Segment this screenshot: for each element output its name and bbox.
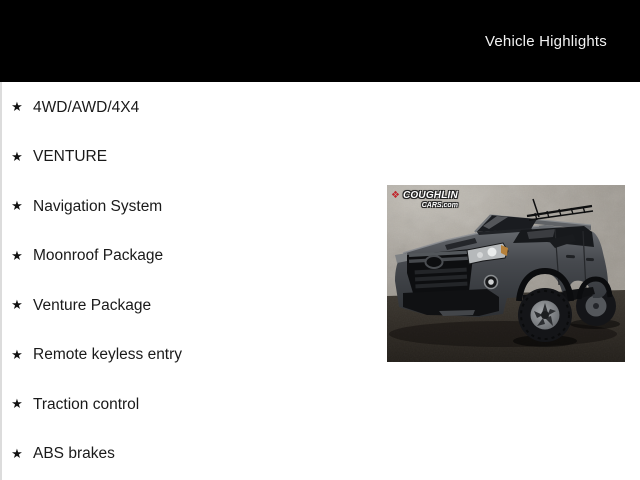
feature-item xyxy=(10,83,640,133)
feature-label: ABS brakes xyxy=(33,445,115,463)
feature-item xyxy=(10,380,640,430)
star-icon: ★ xyxy=(11,198,23,214)
coughlin-logo-icon: ❖ xyxy=(391,190,400,201)
coughlin-logo-line1: COUGHLIN xyxy=(403,190,458,201)
feature-label: Venture Package xyxy=(33,296,152,314)
feature-label: Traction control xyxy=(33,395,140,413)
vehicle-photo-illustration xyxy=(387,185,625,362)
star-icon: ★ xyxy=(11,396,23,412)
star-icon: ★ xyxy=(11,247,23,263)
star-icon: ★ xyxy=(11,148,23,164)
feature-label: Navigation System xyxy=(33,197,163,215)
star-icon: ★ xyxy=(11,445,23,461)
page-title: Vehicle Highlights xyxy=(484,32,607,50)
star-icon: ★ xyxy=(11,297,23,313)
star-icon: ★ xyxy=(11,346,23,362)
feature-label: Moonroof Package xyxy=(33,247,164,265)
coughlin-logo-line2: CARS.com xyxy=(421,202,458,209)
vehicle-photo xyxy=(387,185,625,362)
coughlin-logo-text xyxy=(403,191,458,209)
coughlin-watermark xyxy=(391,191,458,209)
vehicle-highlights-header xyxy=(0,0,640,82)
feature-label: VENTURE xyxy=(33,148,108,166)
feature-label: Remote keyless entry xyxy=(33,346,183,364)
feature-item xyxy=(10,430,640,480)
feature-label: 4WD/AWD/4X4 xyxy=(33,98,140,116)
star-icon: ★ xyxy=(11,99,23,115)
feature-item xyxy=(10,133,640,183)
